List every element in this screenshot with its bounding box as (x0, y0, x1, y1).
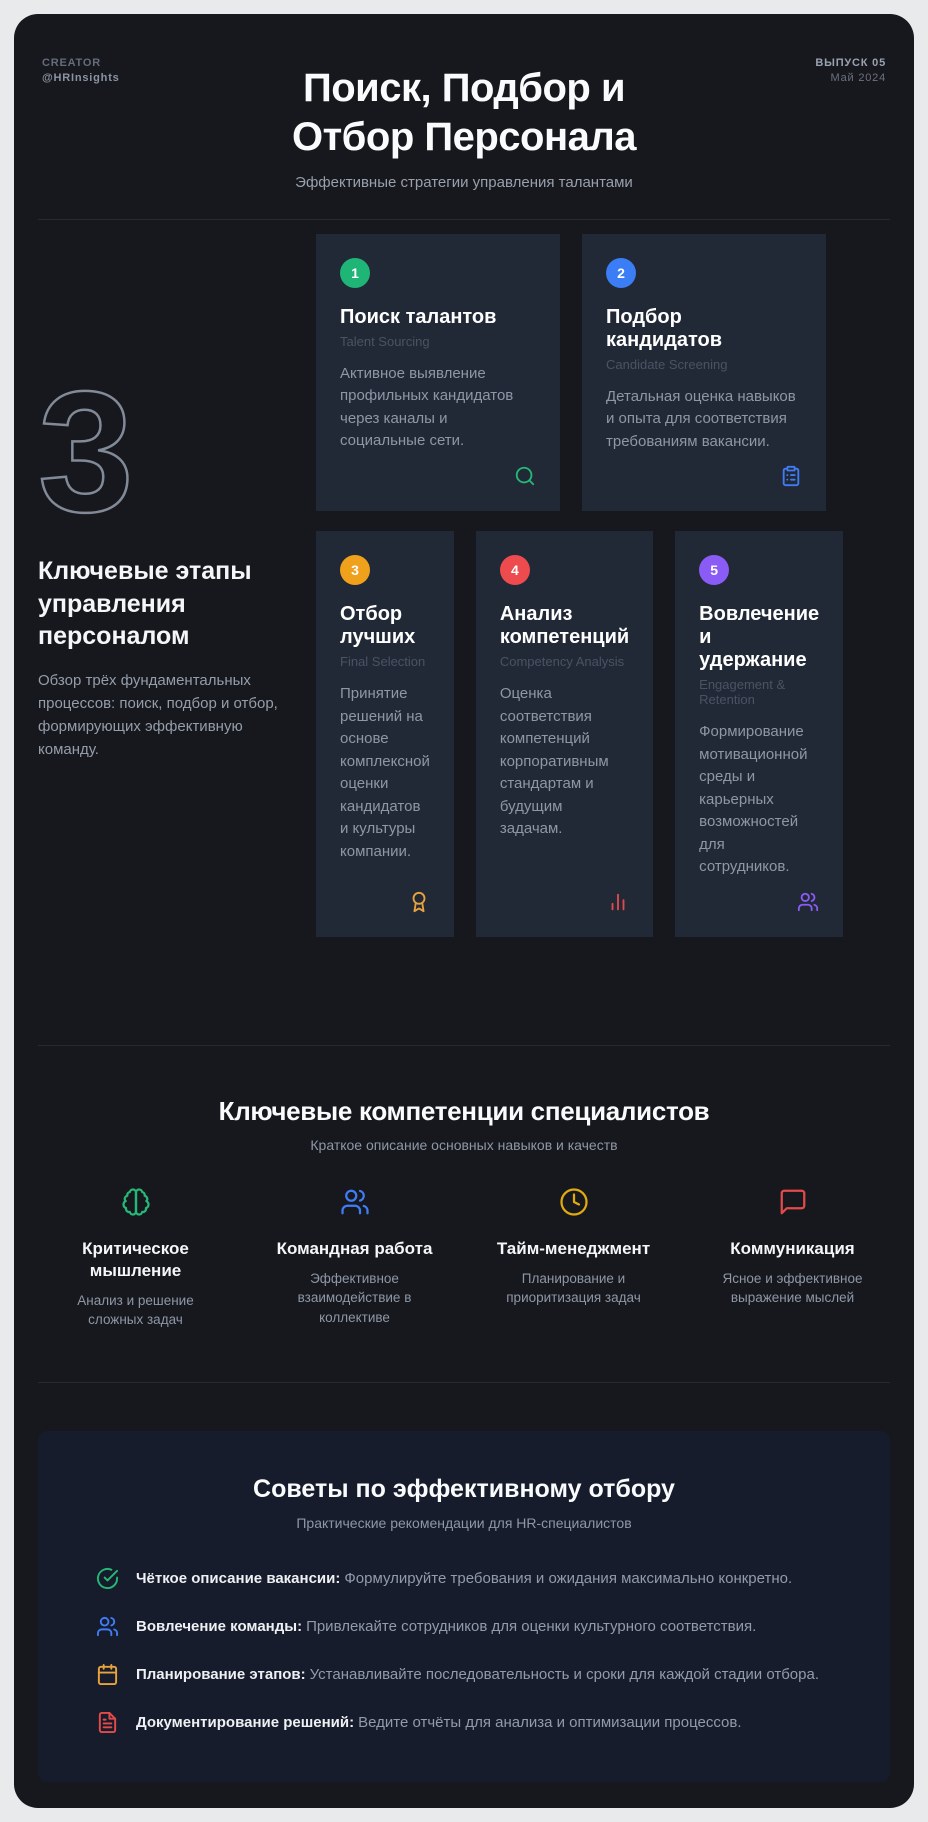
stage-1-badge: 1 (340, 258, 370, 288)
competency-name: Коммуникация (730, 1238, 855, 1258)
creator-handle: @HRInsights (42, 71, 120, 84)
competencies-subtitle: Краткое описание основных навыков и качеств (310, 1136, 618, 1153)
tips-panel (38, 1431, 890, 1782)
competency-teamwork (257, 1187, 452, 1330)
issue-label: ВЫПУСК 05 (815, 57, 886, 69)
stages-section (38, 234, 890, 937)
page-title (38, 64, 890, 162)
page-subtitle: Эффективные стратегии управления талантами (295, 173, 633, 191)
page-title-line1: Поиск, Подбор и (302, 66, 626, 110)
tip-description: Формулируйте требования и ожидания максимально конкретно. (344, 1569, 793, 1587)
tip-row-clear-description (96, 1567, 866, 1590)
stage-cards (316, 234, 826, 937)
competency-description: Эффективное взаимодействие в коллективе (297, 1270, 412, 1325)
stage-3-badge: 3 (340, 555, 370, 585)
competencies-section (38, 1096, 890, 1330)
award-icon (408, 879, 430, 913)
stage-3-text: Принятие решений на основе комплексной оценки кандидатов и культуры компании. (340, 685, 430, 860)
tips-title: Советы по эффективному отбору (253, 1474, 675, 1503)
competency-description: Планирование и приоритизация задач (506, 1270, 641, 1306)
tip-text (136, 1568, 792, 1589)
big-number-3: 3 (38, 355, 130, 548)
stage-2-badge: 2 (606, 258, 636, 288)
stage-card-1 (316, 234, 560, 512)
stage-card-4 (476, 531, 653, 937)
file-text-icon (96, 1711, 119, 1734)
stage-1-title: Поиск талантов (340, 305, 497, 328)
divider (38, 219, 890, 220)
stage-4-title: Анализ компетенций (499, 603, 630, 649)
tip-label: Планирование этапов: (136, 1665, 306, 1683)
users-icon (96, 1615, 119, 1638)
tips-list (96, 1567, 866, 1734)
tip-row-decision-documentation (96, 1711, 866, 1734)
tip-text (136, 1712, 742, 1733)
stage-5-badge: 5 (699, 555, 729, 585)
competencies-title: Ключевые компетенции специалистов (218, 1095, 710, 1126)
issue-date: Май 2024 (830, 71, 886, 84)
bar-chart-icon (607, 879, 629, 913)
stage-2-subtitle: Candidate Screening (606, 356, 728, 372)
check-circle-icon (96, 1567, 119, 1590)
stage-4-badge: 4 (500, 555, 530, 585)
message-square-icon (711, 1187, 874, 1222)
search-icon (514, 453, 536, 487)
stage-5-subtitle: Engagement & Retention (699, 677, 786, 708)
competencies-grid (38, 1187, 890, 1330)
competency-name: Тайм-менеджмент (496, 1238, 651, 1258)
competency-communication (695, 1187, 890, 1330)
tip-text (136, 1664, 819, 1685)
clipboard-icon (780, 453, 802, 487)
stage-1-text: Активное выявление профильных кандидатов через каналы и социальные сети. (340, 364, 514, 450)
stage-card-2 (582, 234, 826, 512)
overview-description: Обзор трёх фундаментальных процессов: поиск, подбор и отбор, формирующих эффективную команду. (38, 671, 278, 759)
clock-icon (492, 1187, 655, 1222)
overview-heading: Ключевые этапы управления персоналом (38, 557, 252, 651)
stage-2-title: Подбор кандидатов (606, 305, 723, 351)
tip-label: Чёткое описание вакансии: (136, 1569, 341, 1587)
tip-label: Вовлечение команды: (136, 1617, 303, 1635)
tip-row-team-involvement (96, 1615, 866, 1638)
stage-5-text: Формирование мотивационной среды и карьерных возможностей для сотрудников. (699, 723, 808, 876)
tip-description: Привлекайте сотрудников для оценки культурного соответствия. (306, 1617, 757, 1635)
divider (38, 1045, 890, 1046)
calendar-icon (96, 1663, 119, 1686)
competency-critical-thinking (38, 1187, 233, 1330)
stage-1-subtitle: Talent Sourcing (340, 333, 430, 349)
stage-3-subtitle: Final Selection (340, 654, 426, 670)
divider (38, 1382, 890, 1383)
tip-text (136, 1616, 756, 1637)
creator-credit (42, 56, 120, 86)
creator-label: CREATOR (42, 57, 101, 69)
page-title-line2: Отбор Персонала (291, 114, 637, 159)
tip-description: Ведите отчёты для анализа и оптимизации процессов. (358, 1713, 742, 1731)
users-icon (797, 879, 819, 913)
competency-name: Критическое мышление (82, 1238, 189, 1280)
tip-label: Документирование решений: (136, 1713, 355, 1731)
stage-4-subtitle: Competency Analysis (499, 654, 625, 670)
stage-cards-row2 (316, 531, 826, 937)
stage-card-3 (316, 531, 454, 937)
header (38, 14, 890, 220)
users-icon (273, 1187, 436, 1222)
stage-3-title: Отбор лучших (340, 603, 416, 649)
competency-time-management (476, 1187, 671, 1330)
brain-icon (54, 1187, 217, 1222)
issue-info (815, 56, 886, 86)
infographic-page (14, 14, 914, 1808)
stage-2-text: Детальная оценка навыков и опыта для соответствия требованиям вакансии. (606, 387, 796, 450)
competency-description: Анализ и решение сложных задач (77, 1292, 194, 1328)
tip-row-stage-planning (96, 1663, 866, 1686)
stage-5-title: Вовлечение и удержание (699, 603, 820, 672)
tip-description: Устанавливайте последовательность и сроки для каждой стадии отбора. (309, 1665, 819, 1683)
stage-cards-row1 (316, 234, 826, 512)
stage-4-text: Оценка соответствия компетенций корпоративным стандартам и будущим задачам. (499, 685, 609, 838)
competency-description: Ясное и эффективное выражение мыслей (722, 1270, 863, 1306)
stage-card-5 (675, 531, 843, 937)
competency-name: Командная работа (276, 1238, 433, 1258)
overview-column (38, 234, 301, 937)
tips-subtitle: Практические рекомендации для HR-специалистов (296, 1514, 632, 1531)
